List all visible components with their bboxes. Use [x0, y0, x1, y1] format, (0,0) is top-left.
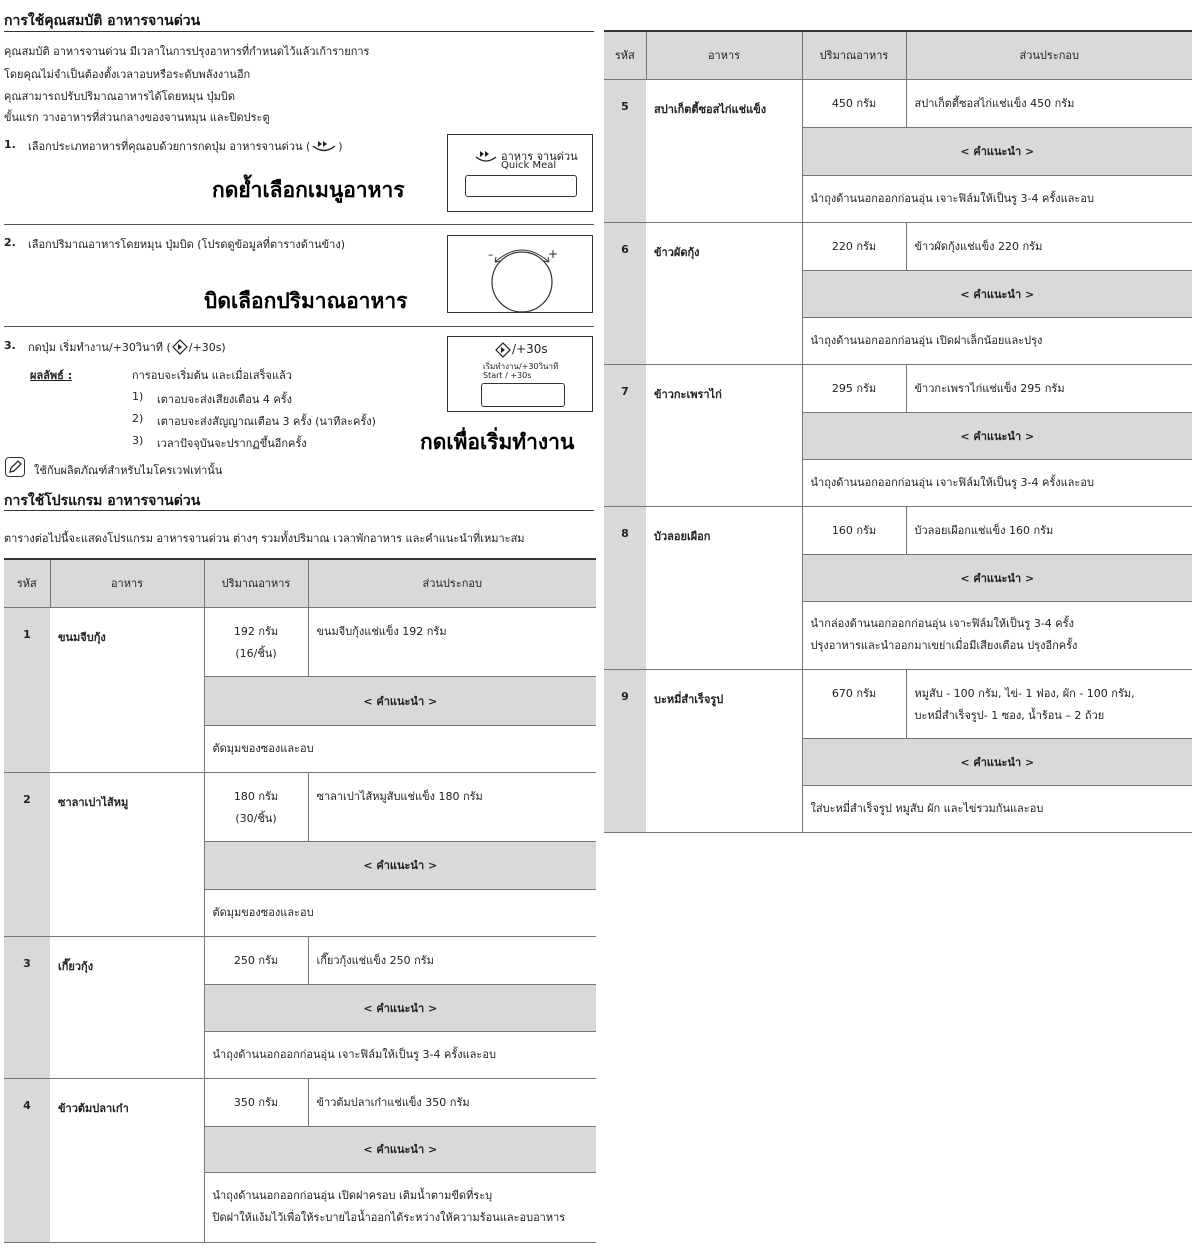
header-code: รหัส — [604, 31, 646, 79]
table-row — [604, 669, 1192, 738]
table-row — [4, 1078, 596, 1126]
program-table-left — [4, 558, 596, 1243]
advice-header: < คำแนะนำ > — [204, 984, 596, 1031]
row-code: 6 — [604, 222, 646, 364]
step-number: 2. — [4, 236, 16, 249]
row-qty — [802, 364, 906, 412]
advice-header: < คำแนะนำ > — [204, 1126, 596, 1172]
step-text — [28, 137, 343, 156]
step2-callout: บิดเลือกปริมาณอาหาร — [204, 289, 408, 313]
step-number: 1. — [4, 138, 16, 151]
intro-line: โดยคุณไม่จำเป็นต้องตั้งเวลาอบหรือระดับพลังงานอีก — [4, 68, 251, 81]
qty-value: 220 กรัม — [831, 239, 877, 253]
row-food: บะหมี่สำเร็จรูป — [646, 669, 802, 832]
advice-line: ปรุงอาหารและนำออกมาเขย่าเมื่อมีเสียงเตือน ปรุงอีกครั้ง — [810, 639, 1078, 652]
row-code: 3 — [4, 936, 50, 1078]
step-divider — [4, 326, 594, 327]
result-item-text: เตาอบจะส่งสัญญาณเตือน 3 ครั้ง (นาทีละครั้ง) — [157, 415, 376, 428]
intro-line: คุณสามารถปรับปริมาณอาหารได้โดยหมุน ปุ่มบิด — [4, 90, 236, 103]
start-panel — [447, 336, 593, 412]
advice-header: < คำแนะนำ > — [802, 412, 1192, 459]
row-qty — [802, 222, 906, 270]
advice-text: ตัดมุมของซองและอบ — [204, 725, 596, 772]
start-icon — [171, 339, 189, 358]
ingredient-line: บะหมี่สำเร็จรูป- 1 ซอง, น้ำร้อน – 2 ถ้วย — [914, 708, 1105, 722]
row-code: 1 — [4, 607, 50, 772]
advice-text: นำถุงด้านนอกออกก่อนอุ่น เปิดฝาเล็กน้อยและปรุง — [802, 317, 1192, 364]
qty-value: 350 กรัม — [233, 1095, 279, 1109]
header-ingredients: ส่วนประกอบ — [308, 559, 596, 607]
header-qty: ปริมาณอาหาร — [802, 31, 906, 79]
row-food: ข้าวต้มปลาเก๋า — [50, 1078, 204, 1242]
row-ingredients — [906, 669, 1192, 738]
row-food: บัวลอยเผือก — [646, 506, 802, 669]
row-qty — [802, 79, 906, 127]
result-label: ผลลัพธ์ : — [30, 369, 73, 382]
row-code: 5 — [604, 79, 646, 222]
row-qty — [204, 772, 308, 841]
result-item-text: เตาอบจะส่งเสียงเตือน 4 ครั้ง — [157, 393, 293, 406]
intro-line: คุณสมบัติ อาหารจานด่วน มีเวลาในการปรุงอาหารที่กำหนดไว้แล้วเก้ารายการ — [4, 45, 370, 58]
table-row — [604, 364, 1192, 412]
header-food: อาหาร — [50, 559, 204, 607]
result-text: การอบจะเริ่มต้น และเมื่อเสร็จแล้ว — [132, 369, 292, 382]
advice-header: < คำแนะนำ > — [802, 127, 1192, 175]
table-row — [604, 506, 1192, 554]
advice-line: นำถุงด้านนอกออกก่อนอุ่น เปิดฝาครอบ เติมน้ำตามขีดที่ระบุ — [212, 1189, 493, 1202]
dial-panel — [447, 235, 593, 313]
step-divider — [4, 224, 594, 225]
step-number: 3. — [4, 339, 16, 352]
advice-text: นำถุงด้านนอกออกก่อนอุ่น เจาะฟิล์มให้เป็นรู 3-4 ครั้งและอบ — [802, 175, 1192, 222]
section-title-program: การใช้โปรแกรม อาหารจานด่วน — [4, 493, 201, 509]
advice-line: ปิดฝาให้แง้มไว้เพื่อให้ระบายไอน้ำออกได้ระหว่างให้ความร้อนและอบอาหาร — [212, 1211, 566, 1224]
header-qty: ปริมาณอาหาร — [204, 559, 308, 607]
row-qty — [802, 506, 906, 554]
qty-pieces: (30/ชิ้น) — [235, 811, 277, 825]
step1-callout: กดย้ำเลือกเมนูอาหาร — [212, 178, 405, 202]
table-row — [4, 607, 596, 676]
advice-header: < คำแนะนำ > — [802, 554, 1192, 601]
row-code: 9 — [604, 669, 646, 832]
section-title-quick-meal: การใช้คุณสมบัติ อาหารจานด่วน — [4, 13, 201, 29]
table-row — [604, 79, 1192, 127]
row-food: ข้าวผัดกุ้ง — [646, 222, 802, 364]
advice-text: นำถุงด้านนอกออกก่อนอุ่น เจาะฟิล์มให้เป็นรู 3-4 ครั้งและอบ — [204, 1031, 596, 1078]
ingredient-line: หมูสับ - 100 กรัม, ไข่- 1 ฟอง, ผัก - 100 กรัม, — [914, 686, 1135, 700]
advice-line: นำกล่องด้านนอกออกก่อนอุ่น เจาะฟิล์มให้เป็นรู 3-4 ครั้ง — [810, 617, 1074, 630]
row-code: 7 — [604, 364, 646, 506]
qty-value: 192 กรัม — [233, 624, 279, 638]
table-row — [4, 772, 596, 841]
row-ingredients: ข้าวต้มปลาเก๋าแช่แข็ง 350 กรัม — [316, 1095, 470, 1109]
advice-text — [204, 1172, 596, 1242]
note-text: ใช้กับผลิตภัณฑ์สำหรับไมโครเวฟเท่านั้น — [34, 464, 223, 477]
row-ingredients: ข้าวผัดกุ้งแช่แข็ง 220 กรัม — [914, 239, 1043, 253]
step-instruction-end: /+30s) — [188, 341, 226, 354]
section-rule — [4, 510, 594, 511]
qty-value: 450 กรัม — [831, 96, 877, 110]
table-header-row — [4, 559, 596, 607]
advice-header: < คำแนะนำ > — [204, 676, 596, 725]
row-qty — [802, 669, 906, 738]
advice-text: ใส่บะหมี่สำเร็จรูป หมูสับ ผัก และไข่รวมกันและอบ — [802, 785, 1192, 832]
result-item-text: เวลาปัจจุบันจะปรากฏขึ้นอีกครั้ง — [157, 437, 307, 450]
row-qty — [204, 936, 308, 984]
start-panel-label-th: เริ่มทำงาน/+30วินาที — [483, 362, 559, 371]
step-instruction-end: ) — [338, 140, 343, 153]
intro-line: ขั้นแรก วางอาหารที่ส่วนกลางของจานหมุน และปิดประตู — [4, 111, 270, 124]
result-item-num: 2) — [132, 412, 144, 425]
row-code: 4 — [4, 1078, 50, 1242]
header-food: อาหาร — [646, 31, 802, 79]
row-ingredients: เกี๊ยวกุ้งแช่แข็ง 250 กรัม — [316, 953, 434, 967]
row-food: เกี๊ยวกุ้ง — [50, 936, 204, 1078]
quick-meal-panel-label-th: อาหาร จานด่วน — [501, 150, 578, 163]
row-food: ขนมจีบกุ้ง — [50, 607, 204, 772]
step-text — [28, 338, 226, 358]
row-code: 8 — [604, 506, 646, 669]
advice-header: < คำแนะนำ > — [802, 738, 1192, 785]
row-code: 2 — [4, 772, 50, 936]
dial-plus-label: + — [548, 247, 559, 261]
section-intro: ตารางต่อไปนี้จะแสดงโปรแกรม อาหารจานด่วน ต่างๆ รวมทั้งปริมาณ เวลาพักอาหาร และคำแนะนำที่เหมาะสม — [4, 532, 525, 545]
start-button[interactable] — [481, 383, 565, 407]
qty-value: 295 กรัม — [831, 381, 877, 395]
header-code: รหัส — [4, 559, 50, 607]
start-panel-label-en: Start / +30s — [483, 371, 532, 380]
row-qty — [204, 607, 308, 676]
quick-meal-icon — [310, 139, 338, 156]
row-ingredients: ซาลาเปาไส้หมูสับแช่แข็ง 180 กรัม — [316, 789, 483, 803]
row-food: ข้าวกะเพราไก่ — [646, 364, 802, 506]
qty-value: 670 กรัม — [831, 686, 877, 700]
advice-text — [802, 601, 1192, 669]
row-food: ซาลาเปาไส้หมู — [50, 772, 204, 936]
quick-meal-panel-label-en: Quick Meal — [501, 160, 557, 171]
row-ingredients: บัวลอยเผือกแช่แข็ง 160 กรัม — [914, 523, 1054, 537]
table-header-row — [604, 31, 1192, 79]
result-item-num: 1) — [132, 390, 144, 403]
quick-meal-panel — [447, 134, 593, 212]
qty-pieces: (16/ชิ้น) — [235, 646, 277, 660]
start-panel-label-top: /+30s — [512, 342, 548, 356]
qty-value: 160 กรัม — [831, 523, 877, 537]
note-icon — [5, 457, 25, 477]
quick-meal-button[interactable] — [465, 175, 577, 197]
row-ingredients: ข้าวกะเพราไก่แช่แข็ง 295 กรัม — [914, 381, 1065, 395]
table-row — [604, 222, 1192, 270]
section-rule — [4, 31, 594, 32]
row-ingredients: สปาเก็ตตี้ซอสไก่แช่แข็ง 450 กรัม — [914, 96, 1075, 110]
step-instruction: เลือกปริมาณอาหารโดยหมุน ปุ่มบิด (โปรดดูข้อมูลที่ตารางด้านข้าง) — [28, 238, 346, 251]
row-food: สปาเก็ตตี้ซอสไก่แช่แข็ง — [646, 79, 802, 222]
table-row — [4, 936, 596, 984]
advice-text: นำถุงด้านนอกออกก่อนอุ่น เจาะฟิล์มให้เป็นรู 3-4 ครั้งและอบ — [802, 459, 1192, 506]
step-instruction: เลือกประเภทอาหารที่คุณอบด้วยการกดปุ่ม อาหารจานด่วน ( — [28, 140, 311, 153]
qty-value: 180 กรัม — [233, 789, 279, 803]
header-ingredients: ส่วนประกอบ — [906, 31, 1192, 79]
quick-meal-panel-icon — [473, 149, 499, 168]
program-table-right — [604, 30, 1192, 833]
row-ingredients: ขนมจีบกุ้งแช่แข็ง 192 กรัม — [316, 624, 447, 638]
advice-text: ตัดมุมของซองและอบ — [204, 889, 596, 936]
result-item-num: 3) — [132, 434, 144, 447]
row-qty — [204, 1078, 308, 1126]
start-panel-icon — [494, 342, 512, 361]
dial-minus-label: – — [488, 248, 494, 261]
advice-header: < คำแนะนำ > — [802, 270, 1192, 317]
advice-header: < คำแนะนำ > — [204, 841, 596, 889]
step-instruction: กดปุ่ม เริ่มทำงาน/+30วินาที ( — [28, 341, 171, 354]
qty-value: 250 กรัม — [233, 953, 279, 967]
step3-callout: กดเพื่อเริ่มทำงาน — [420, 430, 575, 454]
